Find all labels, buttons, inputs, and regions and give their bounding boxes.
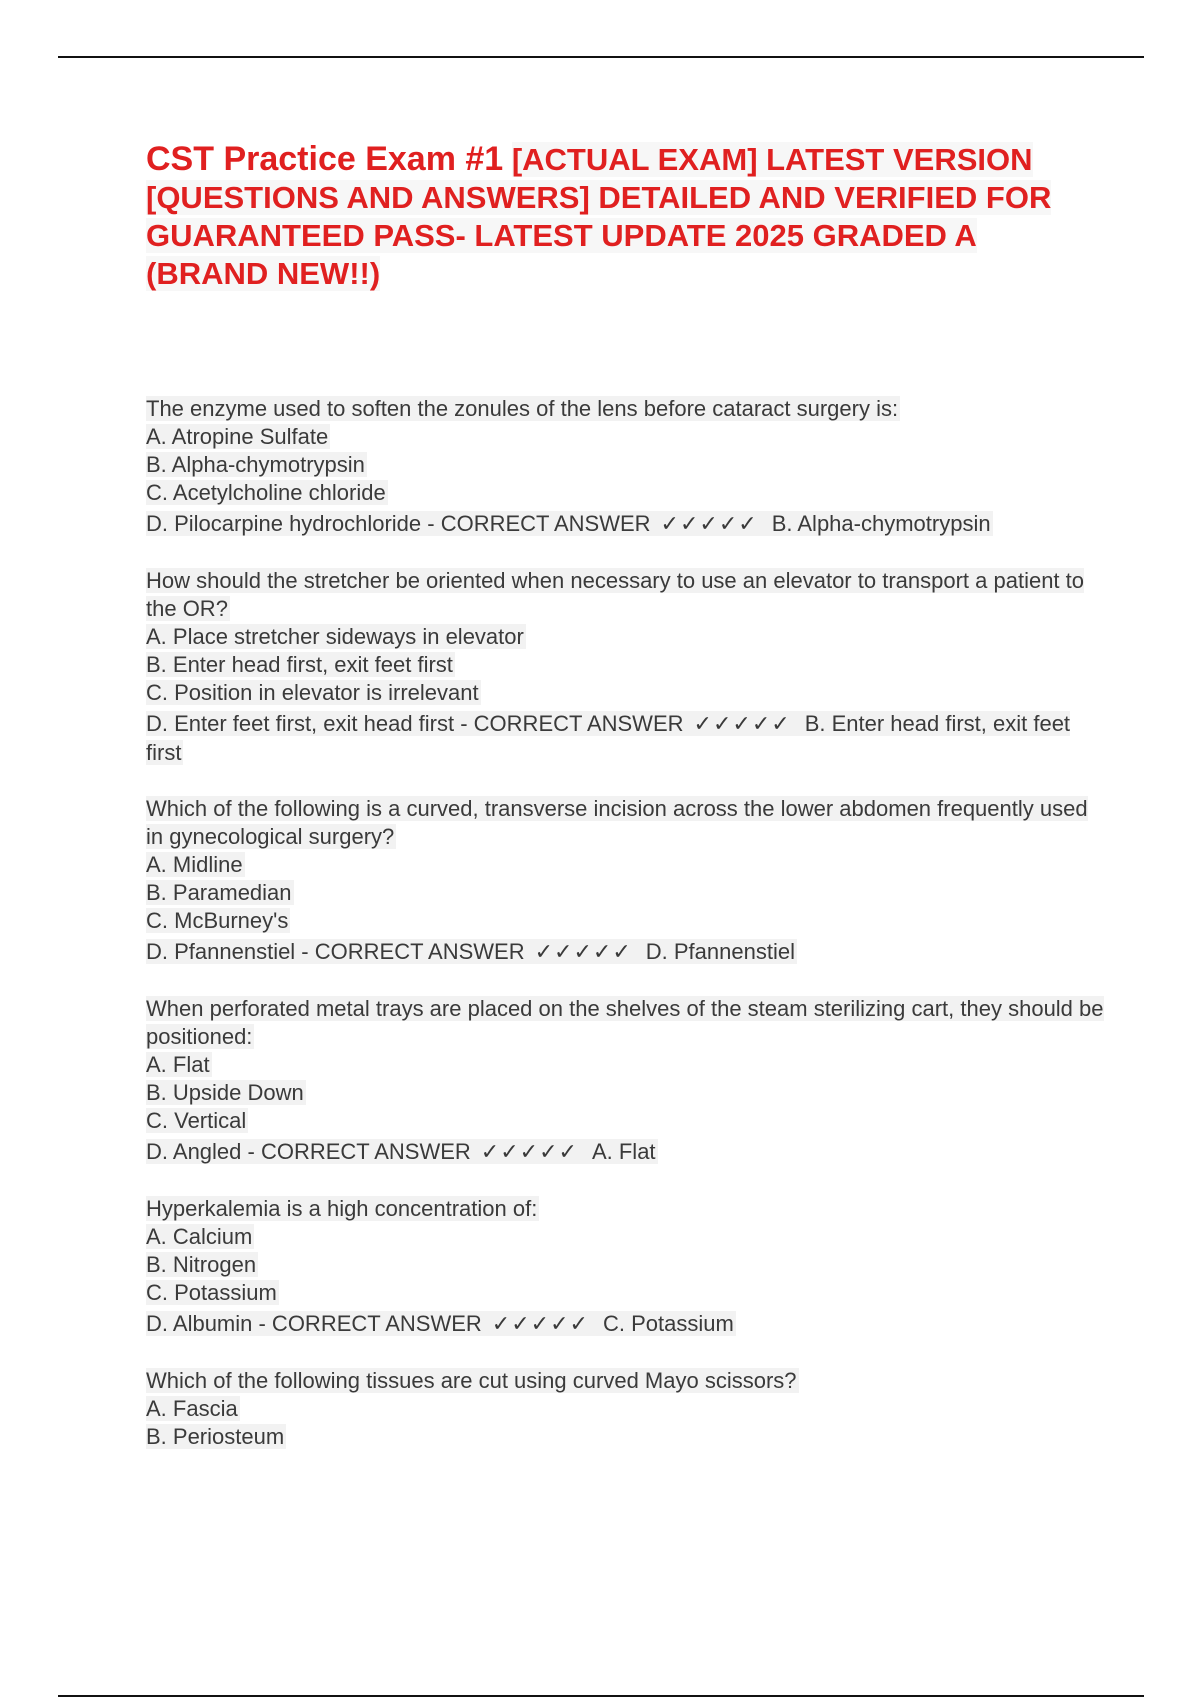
question-stem: Which of the following tissues are cut using curved Mayo scissors? xyxy=(146,1368,797,1393)
option-a: A. Atropine Sulfate xyxy=(146,424,329,449)
page-content xyxy=(146,140,1106,1479)
question-1 xyxy=(146,395,1106,539)
question-stem: How should the stretcher be oriented when necessary to use an elevator to transport a patient to the OR? xyxy=(146,568,1084,621)
checkmarks-icon: ✓✓✓✓✓ xyxy=(693,712,791,737)
option-d-correct-answer-label: D. Angled - CORRECT ANSWER xyxy=(146,1139,471,1164)
top-rule xyxy=(58,56,1144,58)
option-b: B. Enter head first, exit feet first xyxy=(146,652,453,677)
checkmarks-icon: ✓✓✓✓✓ xyxy=(660,512,758,537)
correct-answer: B. Enter head first, exit feet first xyxy=(146,711,1071,765)
option-c: C. Vertical xyxy=(146,1108,247,1133)
option-d-correct-answer-label: D. Albumin - CORRECT ANSWER xyxy=(146,1311,482,1336)
option-d-correct-answer-label: D. Pfannenstiel - CORRECT ANSWER xyxy=(146,939,525,964)
option-a: A. Calcium xyxy=(146,1224,253,1249)
option-c: C. Acetylcholine chloride xyxy=(146,480,386,505)
question-4 xyxy=(146,995,1106,1167)
option-a: A. Flat xyxy=(146,1052,210,1077)
checkmarks-icon: ✓✓✓✓✓ xyxy=(534,940,632,965)
document-title xyxy=(146,140,1106,293)
question-stem: Which of the following is a curved, transverse incision across the lower abdomen frequently used in gynecological surgery? xyxy=(146,796,1088,849)
option-c: C. Position in elevator is irrelevant xyxy=(146,680,479,705)
option-d-correct-answer-label: D. Enter feet first, exit head first - CORRECT ANSWER xyxy=(146,711,684,736)
question-6 xyxy=(146,1367,1106,1451)
question-stem: Hyperkalemia is a high concentration of: xyxy=(146,1196,538,1221)
option-b: B. Periosteum xyxy=(146,1424,285,1449)
question-2 xyxy=(146,567,1106,767)
option-b: B. Nitrogen xyxy=(146,1252,257,1277)
question-list xyxy=(146,395,1106,1451)
option-a: A. Fascia xyxy=(146,1396,238,1421)
checkmarks-icon: ✓✓✓✓✓ xyxy=(491,1312,589,1337)
question-3 xyxy=(146,795,1106,967)
correct-answer: A. Flat xyxy=(591,1139,656,1164)
checkmarks-icon: ✓✓✓✓✓ xyxy=(480,1140,578,1165)
question-stem: When perforated metal trays are placed on the shelves of the steam sterilizing cart, they should be positioned: xyxy=(146,996,1104,1049)
title-subtitle: [ACTUAL EXAM] LATEST VERSION [QUESTIONS AND ANSWERS] DETAILED AND VERIFIED FOR GUARANTEED PASS- LATEST UPDATE 2025 GRADED A (BRAND NEW!!) xyxy=(146,142,1052,291)
option-a: A. Midline xyxy=(146,852,243,877)
question-stem: The enzyme used to soften the zonules of the lens before cataract surgery is: xyxy=(146,396,899,421)
option-b: B. Paramedian xyxy=(146,880,292,905)
correct-answer: D. Pfannenstiel xyxy=(645,939,795,964)
option-c: C. McBurney's xyxy=(146,908,289,933)
option-a: A. Place stretcher sideways in elevator xyxy=(146,624,524,649)
option-b: B. Alpha-chymotrypsin xyxy=(146,452,365,477)
correct-answer: C. Potassium xyxy=(602,1311,734,1336)
option-d-correct-answer-label: D. Pilocarpine hydrochloride - CORRECT ANSWER xyxy=(146,511,651,536)
option-c: C. Potassium xyxy=(146,1280,277,1305)
bottom-rule xyxy=(58,1695,1144,1697)
title-main: CST Practice Exam #1 xyxy=(146,140,504,178)
option-b: B. Upside Down xyxy=(146,1080,304,1105)
question-5 xyxy=(146,1195,1106,1339)
correct-answer: B. Alpha-chymotrypsin xyxy=(771,511,991,536)
